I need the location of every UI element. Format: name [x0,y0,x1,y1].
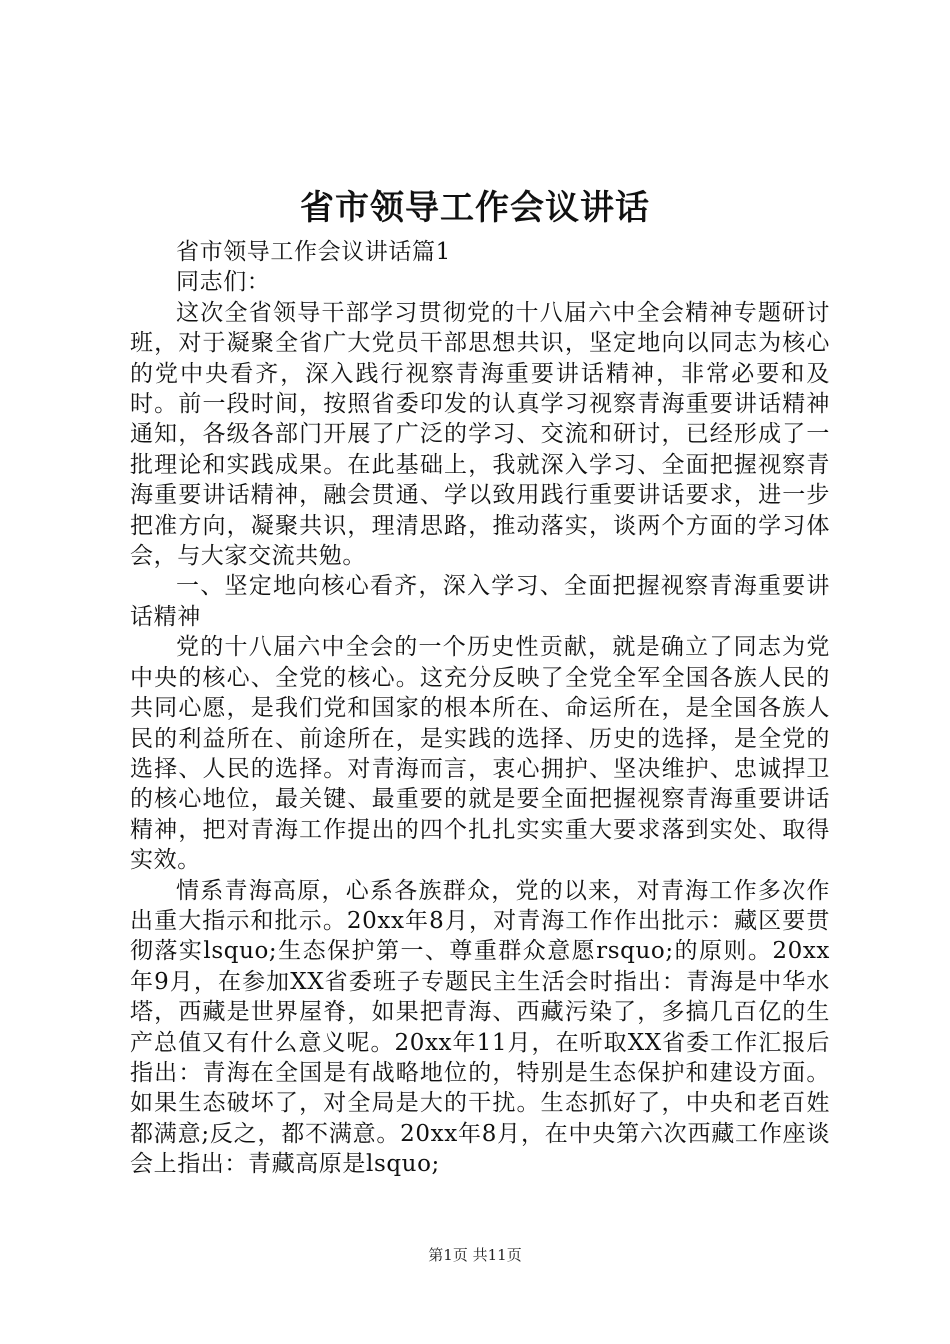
section-heading: 省市领导工作会议讲话篇1 [176,239,451,265]
page-indicator: 第1页 共11页 [428,1246,522,1264]
body-paragraph: 党的十八届六中全会的一个历史性贡献，就是确立了同志为党中央的核心、全党的核心。这充分反映了全党全军全国各族人民的共同心愿，是我们党和国家的根本所在、命运所在，是全国各族人民的利益所在、前途所在，是实践的选择、历史的选择，是全党的选择、人民的选择。对青海而言，衷心拥护、坚决维护、忠诚捍卫的核心地位，最关键、最重要的就是要全面把握视察青海重要讲话精神，把对青海工作提出的四个扎扎实实重大要求落到实处、取得实效。 [130,634,830,874]
subheading: 一、坚定地向核心看齐，深入学习、全面把握视察青海重要讲话精神 [130,573,830,630]
salutation: 同志们： [176,269,271,296]
document-title: 省市领导工作会议讲话 [300,188,650,228]
body-paragraph: 这次全省领导干部学习贯彻党的十八届六中全会精神专题研讨班，对于凝聚全省广大党员干部思想共识，坚定地向以同志为核心的党中央看齐，深入践行视察青海重要讲话精神，非常必要和及时。前一段时间，按照省委印发的认真学习视察青海重要讲话精神通知，各级各部门开展了广泛的学习、交流和研讨，已经形成了一批理论和实践成果。在此基础上，我就深入学习、全面把握视察青海重要讲话精神，融会贯通、学以致用践行重要讲话要求，进一步把准方向，凝聚共识，理清思路，推动落实，谈两个方面的学习体会，与大家交流共勉。 [130,299,830,570]
body-paragraph: 情系青海高原，心系各族群众，党的以来，对青海工作多次作出重大指示和批示。20xx年8月，对青海工作作出批示：藏区要贯彻落实lsquo;生态保护第一、尊重群众意愿rsquo;的原则。20xx年9月，在参加XX省委班子专题民主生活会时指出：青海是中华水塔，西藏是世界屋脊，如果把青海、西藏污染了，多搞几百亿的生产总值又有什么意义呢。20xx年11月，在听取XX省委工作汇报后指出：青海在全国是有战略地位的，特别是生态保护和建设方面。如果生态破坏了，对全局是大的干扰。生态抓好了，中央和老百姓都满意;反之，都不满意。20xx年8月，在中央第六次西藏工作座谈会上指出：青藏高原是lsquo; [130,877,830,1178]
document-body [130,237,830,1180]
